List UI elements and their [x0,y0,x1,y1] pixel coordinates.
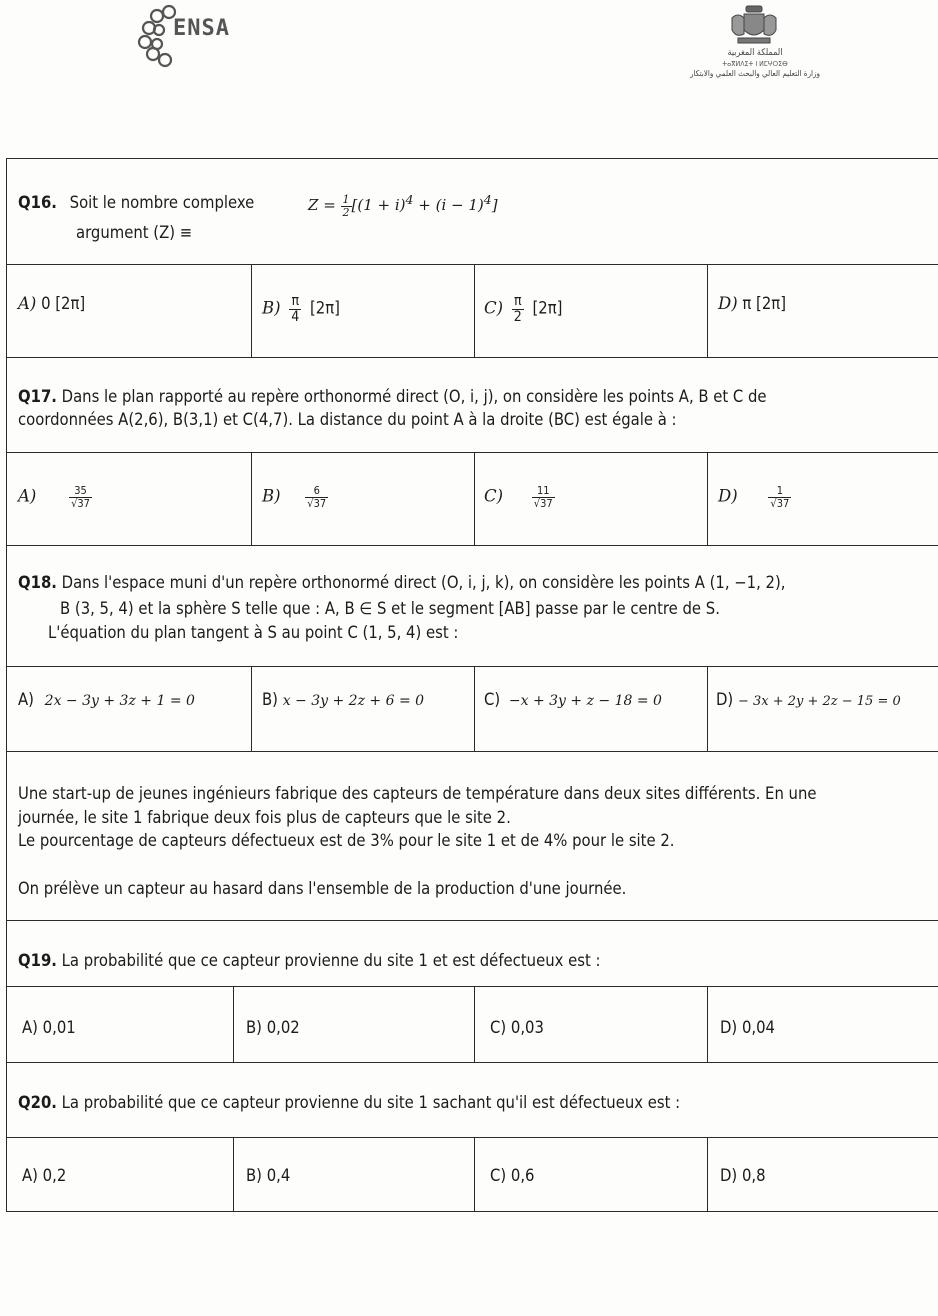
divider [6,545,938,546]
ensa-logo [135,2,275,72]
answer-choice-c[interactable] [484,690,662,711]
moroccan-emblem-icon [726,2,782,48]
tifinagh-line: ⵜⴰⴳⵍⴷⵉⵜ ⵏ ⵍⵎⵖⵔⵉⴱ [722,60,788,68]
answer-choice-c[interactable] [484,294,562,324]
choice-separator [233,986,234,1062]
choice-fraction: $\frac{35}{√37}$ [71,484,90,510]
choice-value: 0,4 [266,1166,291,1185]
answer-choice-d[interactable] [720,1018,775,1038]
choice-separator [474,986,475,1062]
question-text: La probabilité que ce capteur provienne du site 1 et est défectueux est : [61,951,601,970]
answer-choice-b[interactable] [262,485,328,509]
choice-letter: D) [716,690,734,709]
choice-separator [474,452,475,545]
choice-value: 2x − 3y + 3z + 1 = 0 [44,693,195,709]
choice-modulus: [2π] [532,298,563,318]
divider [6,1137,938,1138]
choice-value: 0,2 [42,1166,67,1185]
answer-choice-b[interactable] [262,294,340,324]
choice-separator [251,452,252,545]
answer-choice-b[interactable] [246,1166,290,1186]
context-text-line4: On prélève un capteur au hasard dans l'ensemble de la production d'une journée. [18,879,627,898]
divider [6,920,938,921]
choice-letter: B) [246,1166,262,1185]
arabic-ministry-line: وزارة التعليم العالي والبحث العلمي والابتكار [689,69,820,78]
choice-letter: D) [718,486,738,506]
answer-choice-a[interactable] [22,1166,66,1186]
question-number: Q19. [18,951,57,970]
divider [6,452,938,453]
answer-choice-a[interactable] [18,690,195,711]
choice-value: 0,04 [741,1018,775,1037]
divider [6,357,938,358]
choice-fraction: $\frac{6}{√37}$ [307,484,327,510]
choice-separator [474,264,475,357]
question-17 [18,387,767,407]
choice-separator [707,1137,708,1211]
context-text-line3: Le pourcentage de capteurs défectueux est de 3% pour le site 1 et de 4% pour le site 2. [18,831,675,850]
question-number: Q17. [18,387,57,406]
choice-separator [707,666,708,751]
choice-value: 0,01 [42,1018,76,1037]
choice-letter: A) [18,690,34,709]
choice-letter: D) [720,1166,738,1185]
choice-separator [474,1137,475,1211]
choice-value: 0 [2π] [41,294,86,313]
choice-letter: C) [484,298,504,318]
choice-letter: C) [484,690,501,709]
divider [6,1211,938,1212]
answer-choice-a[interactable] [18,294,85,314]
answer-choice-c[interactable] [490,1018,544,1038]
choice-letter: A) [22,1018,38,1037]
arabic-kingdom-line: المملكة المغربية [727,48,783,58]
choice-letter: B) [262,690,278,709]
answer-choice-c[interactable] [484,485,555,509]
question-16 [18,193,254,213]
question-19 [18,951,601,971]
ministry-header [640,2,870,94]
choice-fraction: $\frac{11}{√37}$ [533,484,553,510]
choice-letter: C) [484,486,504,506]
question-number: Q18. [18,573,57,592]
choice-fraction: $\frac{1}{√37}$ [770,484,790,510]
question-number: Q16. [18,193,57,212]
choice-letter: B) [262,298,281,318]
question-text-line2: coordonnées A(2,6), B(3,1) et C(4,7). La distance du point A à la droite (BC) est égale à : [18,410,677,429]
divider [6,986,938,987]
choice-separator [251,666,252,751]
choice-letter: B) [246,1018,262,1037]
question-18 [18,573,786,593]
choice-letter: A) [22,1166,38,1185]
answer-choice-b[interactable] [246,1018,300,1038]
choice-letter: D) [720,1018,738,1037]
choice-value: 0,6 [510,1166,535,1185]
divider [6,158,938,159]
choice-value: −x + 3y + z − 18 = 0 [508,693,662,709]
choice-fraction: $\frac{\pi}{2}$ [513,293,522,325]
question-text-line2: B (3, 5, 4) et la sphère S telle que : A, B ∈ S et le segment [AB] passe par le centre de S. [60,599,720,618]
choice-value: − 3x + 2y + 2z − 15 = 0 [737,694,901,709]
divider [6,666,938,667]
answer-choice-c[interactable] [490,1166,535,1186]
choice-fraction: $\frac{\pi}{4}$ [291,293,300,325]
question-text: Dans le plan rapporté au repère orthonormé direct (O, i, j), on considère les points A, B et C de [61,387,767,406]
answer-choice-d[interactable] [720,1166,766,1186]
answer-choice-a[interactable] [18,485,92,509]
q16-formula: Z = $\frac{1}{2}$ $[(1 + i)^4 + (i - 1)^4]$ [308,192,498,219]
question-text-line3: L'équation du plan tangent à S au point C (1, 5, 4) est : [48,623,459,642]
choice-separator [707,264,708,357]
question-text: Dans l'espace muni d'un repère orthonormé direct (O, i, j, k), on considère les points A (1, −1, 2), [61,573,786,592]
choice-separator [233,1137,234,1211]
choice-value: x − 3y + 2z + 6 = 0 [282,693,425,709]
choice-value: 0,8 [741,1166,766,1185]
exam-frame-left-border [6,158,7,1212]
context-text-line1: Une start-up de jeunes ingénieurs fabrique des capteurs de température dans deux sites différents. En une [18,784,817,803]
divider [6,1062,938,1063]
choice-letter: A) [18,294,37,313]
choice-letter: A) [18,486,37,506]
answer-choice-b[interactable] [262,690,424,711]
context-text-line2: journée, le site 1 fabrique deux fois plus de capteurs que le site 2. [18,808,511,827]
choice-value: 0,03 [510,1018,544,1037]
question-text: La probabilité que ce capteur provienne du site 1 sachant qu'il est défectueux est : [61,1093,681,1112]
choice-separator [474,666,475,751]
choice-modulus: [2π] [310,298,340,318]
choice-letter: C) [490,1166,507,1185]
answer-choice-a[interactable] [22,1018,76,1038]
answer-choice-d[interactable] [716,690,901,712]
question-number: Q20. [18,1093,57,1112]
choice-letter: C) [490,1018,507,1037]
answer-choice-d[interactable] [718,294,786,314]
divider [6,751,938,752]
ensa-logo-text: ENSA [173,16,230,41]
choice-value: π [2π] [742,294,787,313]
divider [6,264,938,265]
answer-choice-d[interactable] [718,485,791,509]
choice-letter: D) [718,294,738,313]
choice-separator [251,264,252,357]
question-text: Soit le nombre complexe [69,193,255,212]
choice-separator [707,986,708,1062]
choice-value: 0,02 [266,1018,300,1037]
choice-letter: B) [262,486,281,506]
choice-separator [707,452,708,545]
question-text-line2: argument (Z) ≡ [76,223,193,242]
question-20 [18,1093,680,1113]
